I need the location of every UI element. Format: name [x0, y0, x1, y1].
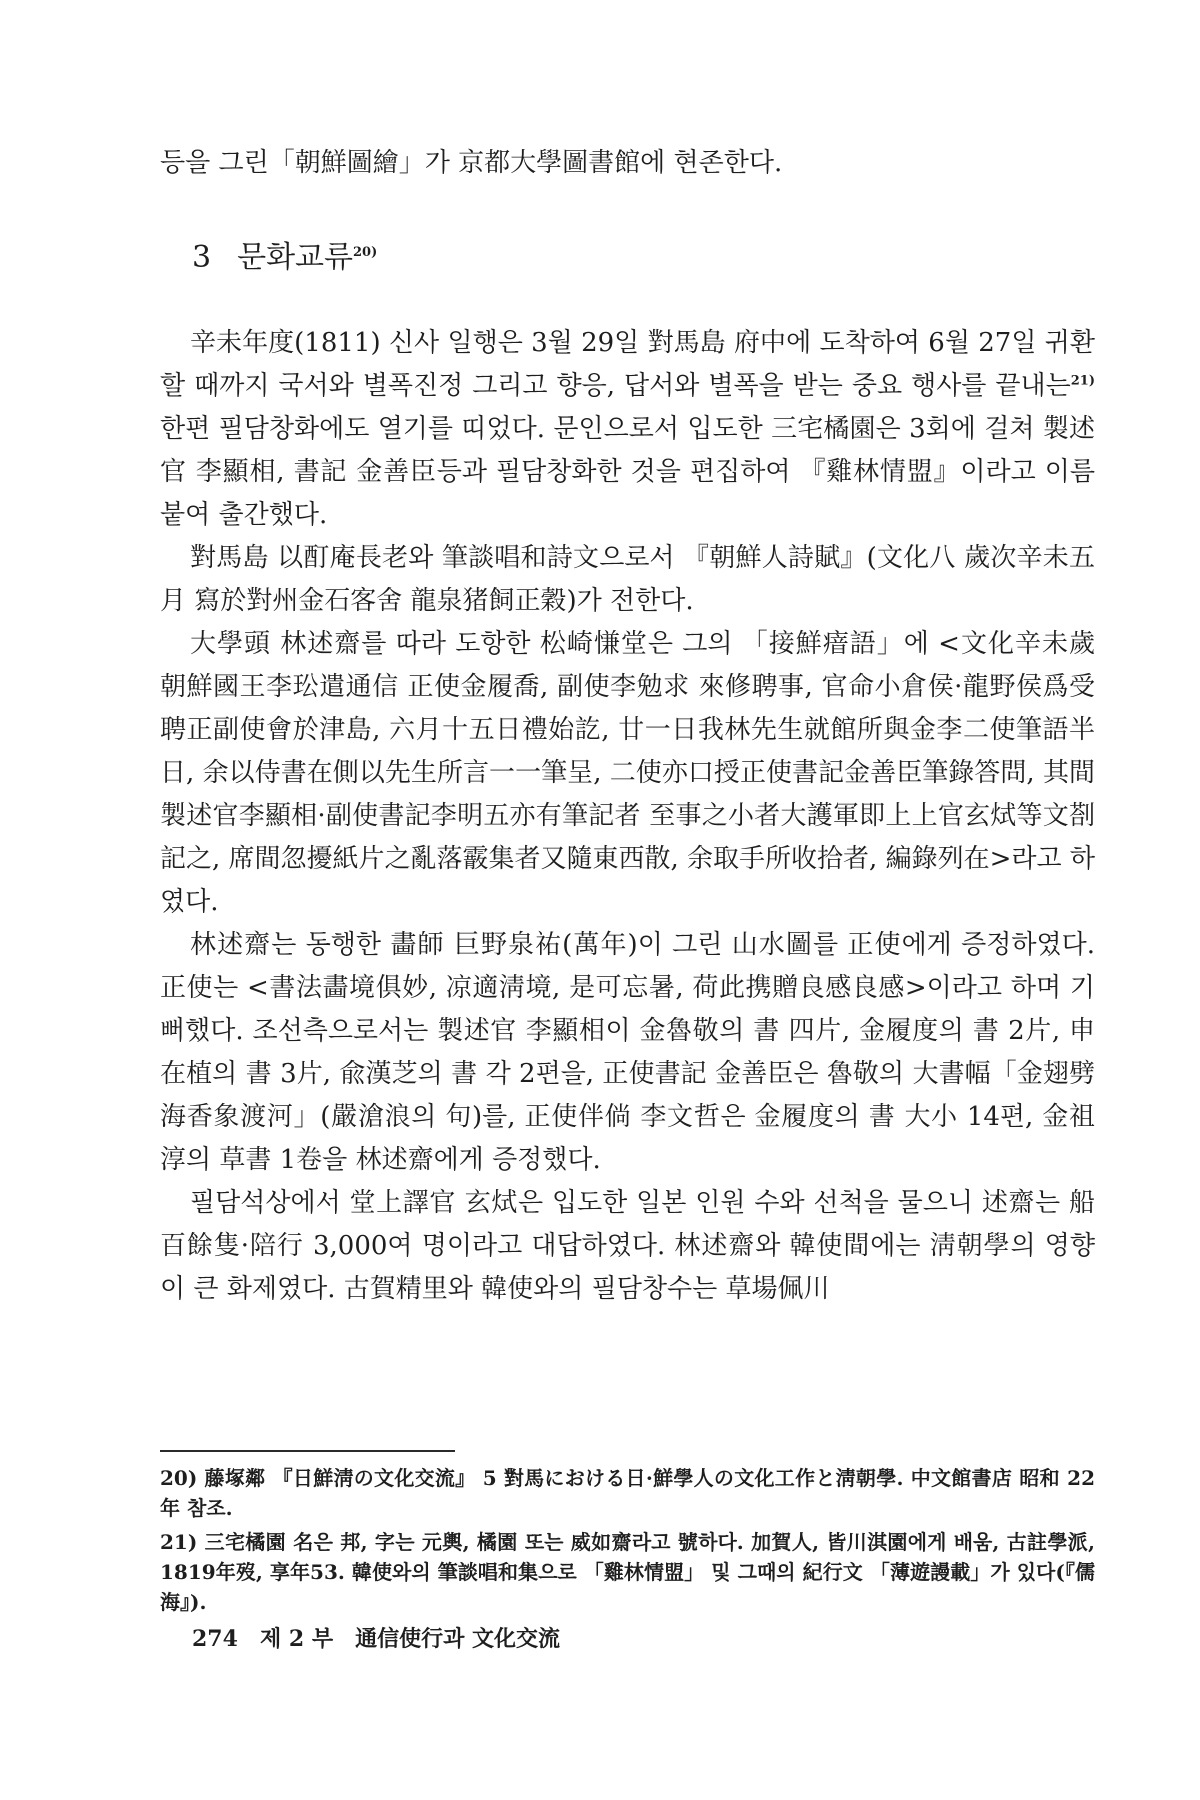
footnote-ref-21: 21) [1070, 373, 1095, 389]
paragraph: 林述齋는 동행한 畵師 巨野泉祐(萬年)이 그린 山水圖를 正使에게 증정하였다. 正使는 <書法畵境俱妙, 凉適淸境, 是可忘暑, 荷此携贈良感良感>이라고 하며 기뻐했다. 조선측으로서는 製述官 李顯相이 金魯敬의 書 四片, 金履度의 書 2片, 申在植의 書 3片, 兪漢芝의 書 각 2편을, 正使書記 金善臣은 魯敬의 大書幅「金翅劈海香象渡河」(嚴滄浪의 句)를, 正使伴倘 李文哲은 金履度의 書 大小 14편, 金祖淳의 草書 1卷을 林述齋에게 증정했다. [160, 930, 1095, 1175]
footnote-20: 20) 藤塚鄰 『日鮮淸の文化交流』 5 對馬における日·鮮學人の文化工作と淸朝學. 中文館書店 昭和 22年 참조. [160, 1466, 1095, 1520]
body-text [160, 322, 1095, 1311]
footnotes [160, 1463, 1095, 1621]
page-footer [192, 1622, 582, 1653]
paragraph-text: 한편 필담창화에도 열기를 띠었다. 문인으로서 입도한 三宅橘園은 3회에 걸쳐 製述官 李顯相, 書記 金善臣등과 필담창화한 것을 편집하여 『雞林情盟』이라고 이름붙여 출간했다. [160, 414, 1095, 530]
paragraph: 필담석상에서 堂上譯官 玄烒은 입도한 일본 인원 수와 선척을 물으니 述齋는 船 百餘隻·陪行 3,000여 명이라고 대답하였다. 林述齋와 韓使間에는 淸朝學의 영향이 큰 화제였다. 古賀精里와 韓使와의 필담창수는 草場佩川 [160, 1188, 1095, 1304]
footnote-ref-20: 20) [353, 245, 378, 260]
footnote-divider [160, 1450, 455, 1452]
paragraph-text: 辛未年度(1811) 신사 일행은 3월 29일 對馬島 府中에 도착하여 6월 27일 귀환할 때까지 국서와 별폭진정 그리고 향응, 답서와 별폭을 받는 중요 행사를 끝내는 [160, 328, 1095, 401]
section-heading [192, 232, 377, 276]
page-number: 274 [192, 1626, 238, 1652]
continuation-line: 등을 그린「朝鮮圖繪」가 京都大學圖書館에 현존한다. [160, 148, 783, 178]
paragraph: 對馬島 以酊庵長老와 筆談唱和詩文으로서 『朝鮮人詩賦』(文化八 歲次辛未五月 寫於對州金石客舍 龍泉猪飼正穀)가 전한다. [160, 543, 1095, 616]
section-title: 문화교류 [237, 240, 354, 275]
paragraph [160, 322, 1095, 537]
footnote-21: 21) 三宅橘園 名은 邦, 字는 元輿, 橘園 또는 威如齋라고 號하다. 加賀人, 皆川淇園에게 배움, 古註學派, 1819年歿, 享年53. 韓使와의 筆談唱和集으로 「雞林情盟」 및 그때의 紀行文 「薄遊謾載」가 있다(『儒海』). [160, 1530, 1095, 1614]
paragraph: 大學頭 林述齋를 따라 도항한 松崎慊堂은 그의 「接鮮瘖語」에 <文化辛未歲 朝鮮國王李玜遣通信 正使金履喬, 副使李勉求 來修聘事, 官命小倉侯·龍野侯爲受聘正副使會於津島, 六月十五日禮始訖, 廿一日我林先生就館所與金李二使筆語半日, 余以侍書在側以先生所言一一筆呈, 二使亦口授正使書記金善臣筆錄答問, 其間製述官李顯相·副使書記李明五亦有筆記者 至事之小者大護軍即上上官玄烒等文剳記之, 席間忽擾紙片之亂落霰集者又隨東西散, 余取手所收拾者, 編錄列在>라고 하였다. [160, 629, 1095, 917]
part-title: 通信使行과 文化交流 [355, 1626, 560, 1652]
section-number: 3 [192, 240, 212, 275]
part-label: 제 2 부 [259, 1626, 334, 1652]
